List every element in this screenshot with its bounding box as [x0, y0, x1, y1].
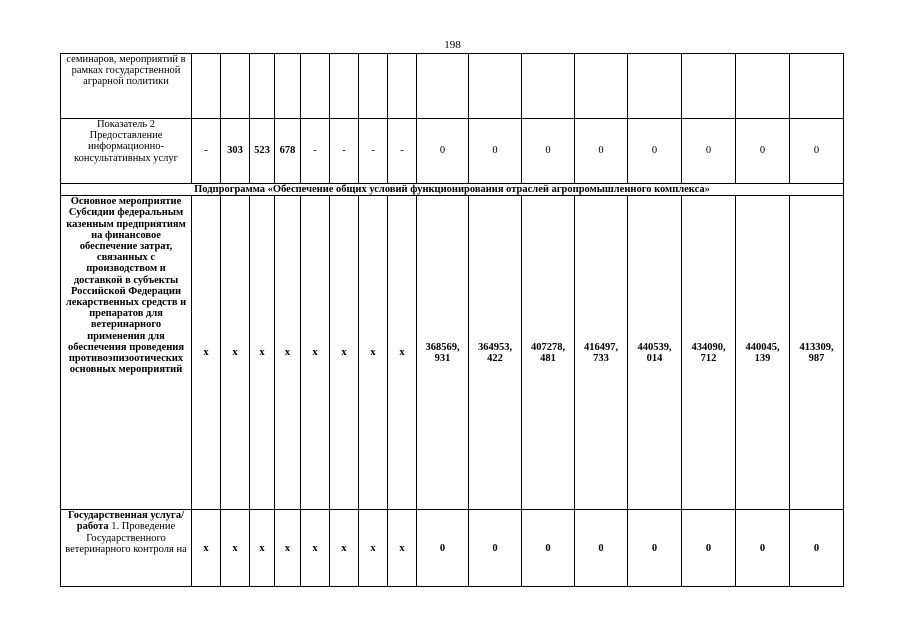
- table-cell: x: [250, 510, 275, 587]
- table-cell: -: [359, 119, 388, 184]
- table-cell: x: [330, 196, 359, 510]
- table-cell: 413309, 987: [790, 196, 844, 510]
- table-cell: x: [250, 196, 275, 510]
- table-cell: 434090, 712: [682, 196, 736, 510]
- table-cell: 0: [736, 510, 790, 587]
- row-name-bold: Государственная услуга/работа: [68, 510, 184, 533]
- table-cell: [417, 54, 469, 119]
- table-cell: x: [388, 196, 417, 510]
- table-cell: 523: [250, 119, 275, 184]
- table-cell: [575, 54, 628, 119]
- table-cell: 0: [790, 510, 844, 587]
- table-cell: [790, 54, 844, 119]
- table-cell: 416497, 733: [575, 196, 628, 510]
- table-cell: x: [275, 510, 301, 587]
- table-cell: x: [388, 510, 417, 587]
- table-cell: -: [192, 119, 221, 184]
- table-cell: [628, 54, 682, 119]
- table-cell: [250, 54, 275, 119]
- subprogram-title: Подпрограмма «Обеспечение общих условий функционирования отраслей агропромышленного комплекса»: [61, 184, 844, 196]
- table-cell: [359, 54, 388, 119]
- table-cell: 0: [736, 119, 790, 184]
- table-row: [61, 119, 844, 184]
- table-cell: 303: [221, 119, 250, 184]
- table-cell: 0: [522, 510, 575, 587]
- table-cell: x: [359, 510, 388, 587]
- row-name-rest: 1. Проведение Государственного ветеринарного контроля на: [65, 521, 187, 555]
- table-cell: 440539, 014: [628, 196, 682, 510]
- table-cell: [388, 54, 417, 119]
- row-name: семинаров, мероприятий в рамках государственной аграрной политики: [61, 54, 192, 119]
- row-name: Показатель 2 Предоставление информационно-консультативных услуг: [61, 119, 192, 184]
- table-cell: x: [275, 196, 301, 510]
- table-cell: -: [388, 119, 417, 184]
- table-row: [61, 54, 844, 119]
- table-cell: [682, 54, 736, 119]
- table-cell: 0: [417, 510, 469, 587]
- table-cell: 0: [575, 119, 628, 184]
- table-cell: x: [221, 196, 250, 510]
- table-row: [61, 184, 844, 196]
- table-cell: [736, 54, 790, 119]
- table-cell: [221, 54, 250, 119]
- row-name: [61, 510, 192, 587]
- table-cell: 0: [790, 119, 844, 184]
- table-cell: x: [221, 510, 250, 587]
- table-cell: 0: [469, 119, 522, 184]
- table-cell: 440045, 139: [736, 196, 790, 510]
- table-cell: [275, 54, 301, 119]
- table-cell: 364953, 422: [469, 196, 522, 510]
- table-cell: [301, 54, 330, 119]
- table-cell: 0: [682, 119, 736, 184]
- table-cell: x: [301, 196, 330, 510]
- table-cell: x: [301, 510, 330, 587]
- table-cell: [522, 54, 575, 119]
- table-cell: [192, 54, 221, 119]
- table-cell: -: [301, 119, 330, 184]
- table-cell: 407278, 481: [522, 196, 575, 510]
- table-row: [61, 510, 844, 587]
- table-cell: 368569, 931: [417, 196, 469, 510]
- table-cell: [469, 54, 522, 119]
- table-cell: 0: [682, 510, 736, 587]
- table-cell: 0: [575, 510, 628, 587]
- table-cell: -: [330, 119, 359, 184]
- table-cell: 0: [628, 119, 682, 184]
- table-cell: 0: [469, 510, 522, 587]
- table-cell: x: [192, 510, 221, 587]
- table-cell: x: [359, 196, 388, 510]
- table-cell: [330, 54, 359, 119]
- table-cell: 0: [417, 119, 469, 184]
- table-cell: x: [330, 510, 359, 587]
- table-cell: 0: [628, 510, 682, 587]
- table-cell: x: [192, 196, 221, 510]
- table-cell: 0: [522, 119, 575, 184]
- row-name: Основное мероприятие Субсидии федеральным казенным предприятиям на финансовое обеспечение затрат, связанных с производством и доставкой в субъекты Российской Федерации лекарственных средств и препаратов для ветеринарного применения для обеспечения проведения противоэпизоотических основных мероприятий: [61, 196, 192, 510]
- program-table: [60, 53, 844, 587]
- page-number: 198: [444, 39, 461, 51]
- table-cell: 678: [275, 119, 301, 184]
- table-row: [61, 196, 844, 510]
